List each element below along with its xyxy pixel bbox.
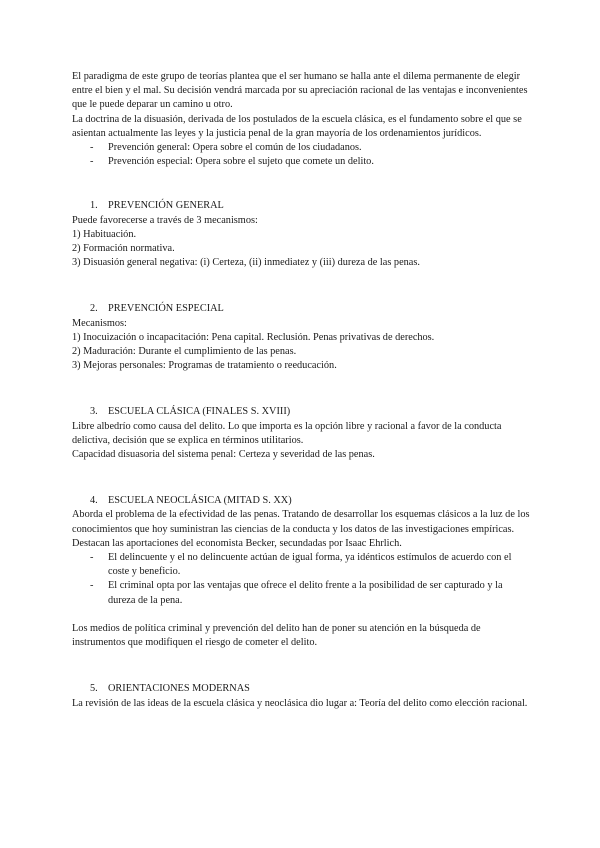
section-line: 3) Disuasión general negativa: (i) Certeza, (ii) inmediatez y (iii) dureza de las penas. (72, 257, 420, 269)
section-closing-paragraph: Los medios de política criminal y prevención del delito han de poner su atención en la búsqueda de instrumentos que modifiquen el riesgo de cometer el delito. (72, 622, 481, 649)
section-line: La revisión de las ideas de la escuela clásica y neoclásica dio lugar a: Teoría del delito como elección racional. (72, 697, 528, 709)
section-number: 5. (90, 683, 98, 695)
neoclasica-bullet-list (72, 551, 530, 608)
section-line: Destacan las aportaciones del economista Becker, secundadas por Isaac Ehrlich. (72, 537, 402, 549)
section-number: 3. (90, 406, 98, 418)
section-line: Capacidad disuasoria del sistema penal: Certeza y severidad de las penas. (72, 449, 375, 461)
section-number: 1. (90, 200, 98, 212)
section-line: Libre albedrío como causa del delito. Lo que importa es la opción libre y racional a favor de la conducta delictiva, decisión que se explica en términos utilitarios. (72, 420, 502, 446)
intro-paragraph-1: El paradigma de este grupo de teorías plantea que el ser humano se halla ante el dilema permanente de elegir entre el bien y el mal. Su decisión vendrá marcada por su apreciación racional de las ventajas e inconvenientes que le puede deparar un camino u otro. (72, 71, 528, 111)
bullet-item: - El criminal opta por las ventajas que ofrece el delito frente a la posibilidad de ser capturado y la dureza de la pena. (72, 579, 530, 607)
document-page (72, 70, 530, 711)
section-line: 2) Formación normativa. (72, 243, 175, 255)
section-line: 3) Mejoras personales: Programas de tratamiento o reeducación. (72, 360, 337, 372)
section-title: ORIENTACIONES MODERNAS (108, 683, 250, 695)
section-title: ESCUELA CLÁSICA (FINALES S. XVIII) (108, 406, 291, 418)
section-number: 2. (90, 303, 98, 315)
section-line: 2) Maduración: Durante el cumplimiento de las penas. (72, 346, 297, 358)
section-heading-escuela-neoclasica (72, 494, 530, 508)
section-line: 1) Inocuización o incapacitación: Pena capital. Reclusión. Penas privativas de derechos. (72, 331, 435, 343)
section-line: Aborda el problema de la efectividad de las penas. Tratando de desarrollar los esquemas clásicos a la luz de los conocimientos que hoy suministran las ciencias de la conducta y los datos de las investigaciones empíricas. (72, 509, 530, 535)
section-title: PREVENCIÓN ESPECIAL (108, 303, 224, 315)
section-heading-prevencion-general (72, 199, 530, 213)
section-line: Puede favorecerse a través de 3 mecanismos: (72, 214, 258, 226)
section-line: Mecanismos: (72, 317, 127, 329)
bullet-item: - Prevención especial: Opera sobre el sujeto que comete un delito. (72, 155, 530, 169)
bullet-item: - El delincuente y el no delincuente actúan de igual forma, ya idénticos estímulos de acuerdo con el coste y beneficio. (72, 551, 530, 579)
section-heading-escuela-clasica (72, 405, 530, 419)
section-heading-prevencion-especial (72, 302, 530, 316)
bullet-item: - Prevención general: Opera sobre el común de los ciudadanos. (72, 141, 530, 155)
section-title: ESCUELA NEOCLÁSICA (MITAD S. XX) (108, 495, 292, 507)
section-title: PREVENCIÓN GENERAL (108, 200, 224, 212)
section-number: 4. (90, 495, 98, 507)
section-line: 1) Habituación. (72, 228, 137, 240)
section-heading-orientaciones-modernas (72, 682, 530, 696)
intro-paragraph-2: La doctrina de la disuasión, derivada de los postulados de la escuela clásica, es el fundamento sobre el que se asientan actualmente las leyes y la justicia penal de la gran mayoría de los ordenamientos jurídicos. (72, 113, 522, 139)
intro-bullet-list (72, 141, 530, 169)
